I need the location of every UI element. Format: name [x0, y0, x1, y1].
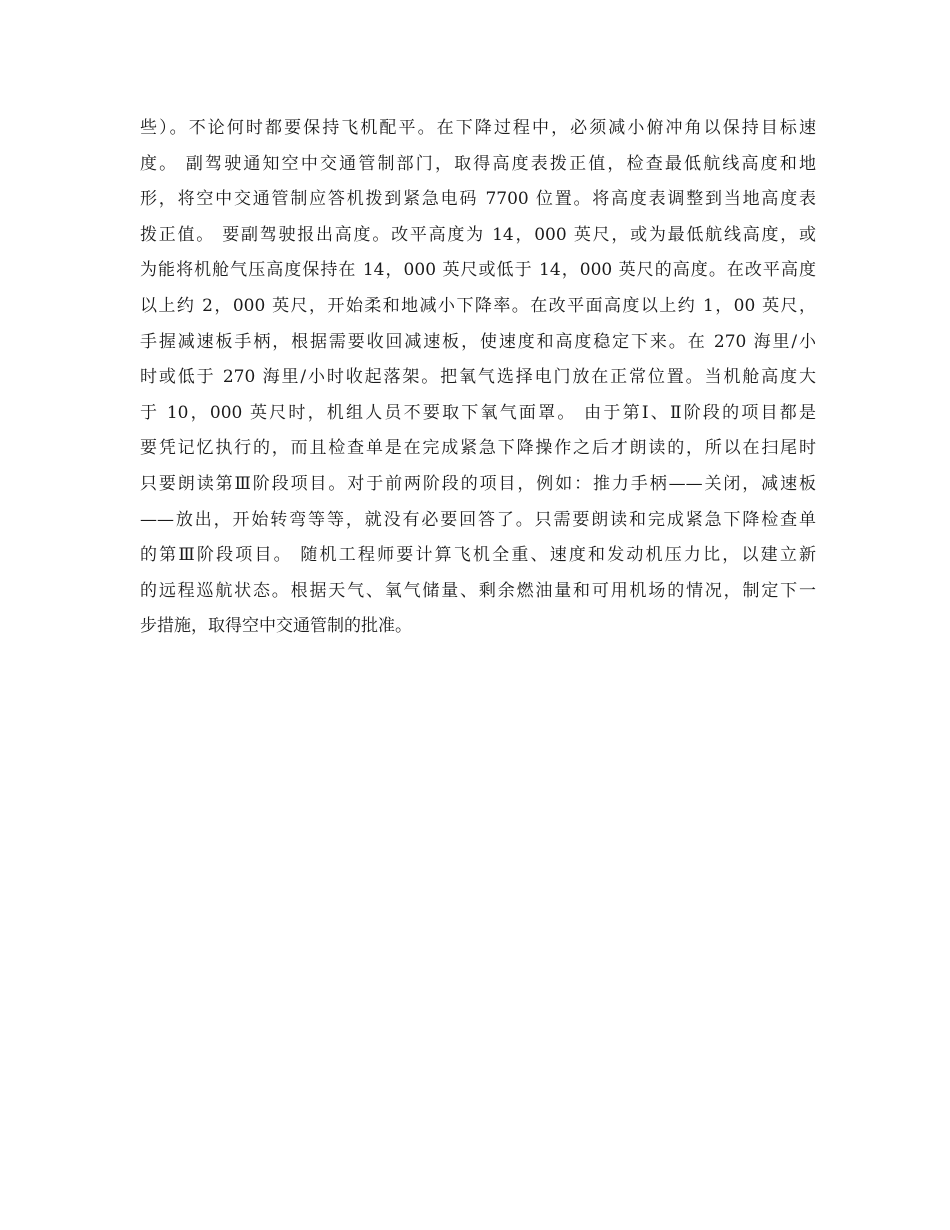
text-line: 拨正值。 要副驾驶报出高度。改平高度为 14，000 英尺，或为最低航线高度，或: [140, 224, 816, 245]
text-line: 以上约 2，000 英尺，开始柔和地减小下降率。在改平面高度以上约 1，00 英尺，: [140, 295, 816, 316]
text-line: 的远程巡航状态。根据天气、氧气储量、剩余燃油量和可用机场的情况，制定下一: [140, 580, 816, 601]
text-line: 些）。不论何时都要保持飞机配平。在下降过程中，必须减小俯冲角以保持目标速: [140, 118, 816, 138]
text-line: 度。 副驾驶通知空中交通管制部门，取得高度表拨正值，检查最低航线高度和地: [140, 153, 816, 174]
text-line: 的第Ⅲ阶段项目。 随机工程师要计算飞机全重、速度和发动机压力比，以建立新: [140, 545, 816, 566]
text-line: 形，将空中交通管制应答机拨到紧急电码 7700 位置。将高度表调整到当地高度表: [140, 189, 816, 210]
text-line: 要凭记忆执行的，而且检查单是在完成紧急下降操作之后才朗读的，所以在扫尾时: [140, 438, 816, 459]
text-line: 步措施，取得空中交通管制的批准。: [140, 616, 412, 637]
text-line: ——放出，开始转弯等等，就没有必要回答了。只需要朗读和完成紧急下降检查单: [140, 509, 816, 530]
text-line: 为能将机舱气压高度保持在 14，000 英尺或低于 14，000 英尺的高度。在改平高度: [140, 260, 816, 281]
text-line: 只要朗读第Ⅲ阶段项目。对于前两阶段的项目，例如：推力手柄——关闭，减速板: [140, 473, 816, 494]
body-paragraph: [140, 111, 816, 645]
text-line: 于 10，000 英尺时，机组人员不要取下氧气面罩。 由于第Ⅰ、Ⅱ阶段的项目都是: [140, 402, 816, 423]
text-line: 时或低于 270 海里/小时收起落架。把氧气选择电门放在正常位置。当机舱高度大: [140, 367, 816, 388]
text-line: 手握减速板手柄，根据需要收回减速板，使速度和高度稳定下来。在 270 海里/小: [140, 331, 816, 352]
